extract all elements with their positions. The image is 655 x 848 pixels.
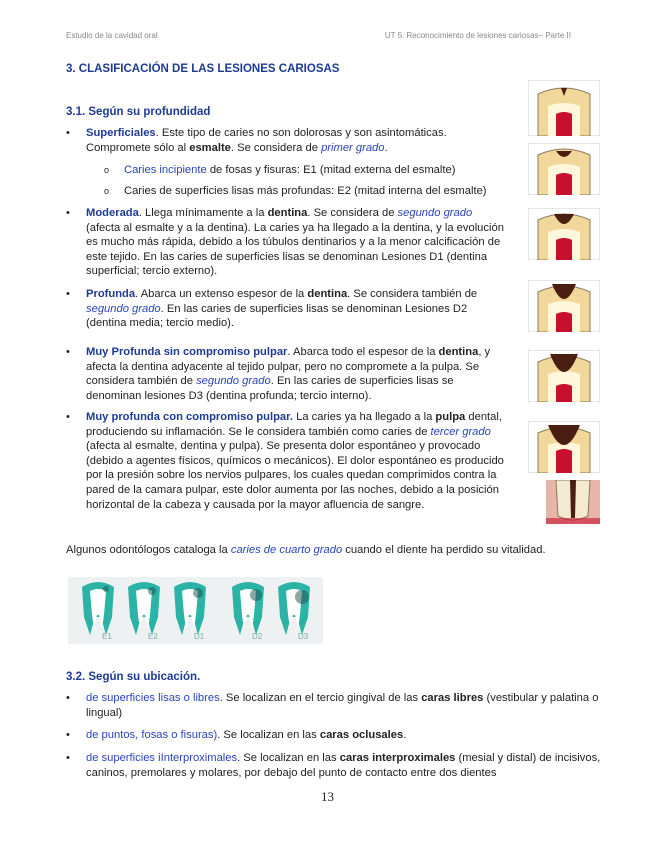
- term-dentina: dentina: [267, 207, 308, 219]
- cuarto-grado-text-2: cuando el diente ha perdido su vitalidad.: [342, 544, 546, 556]
- link-interproximales[interactable]: de superficies iInterproximales: [86, 752, 238, 764]
- link-tercer-grado[interactable]: tercer grado: [430, 425, 491, 438]
- strip-tooth: [128, 582, 160, 635]
- moderada-text-1: . Llega mínimamente a la: [138, 207, 268, 219]
- tooth-illustration-superficial-2: [528, 143, 600, 195]
- muy-profunda-con-text-1: La caries ya ha llegado a la: [292, 411, 436, 423]
- list-item-profunda: [66, 287, 506, 331]
- muy-profunda-con-text-2: dental, produciendo su inflamación. Se le considera también como caries de: [86, 411, 502, 438]
- circle-bullet: o: [104, 186, 110, 196]
- running-header-left: Estudio de la cavidad oral: [66, 31, 158, 40]
- caries-depth-strip-graphic: [68, 577, 323, 644]
- ubic3-text-1: . Se localizan en las: [237, 752, 340, 764]
- link-segundo-grado[interactable]: segundo grado: [196, 375, 271, 388]
- list-item-puntos-fosas: [66, 728, 606, 743]
- sub-item-incipiente-text: de fosas y fisuras: E1 (mitad externa del esmalte): [206, 164, 456, 176]
- ubic2-text-2: .: [403, 729, 407, 741]
- tooth-illustration-profunda: [528, 280, 600, 332]
- term-moderada: Moderada: [86, 207, 139, 219]
- bullet: •: [66, 346, 70, 358]
- tooth-illustration-muy-profunda-sin: [528, 350, 600, 402]
- superficiales-text-4: .: [384, 141, 388, 154]
- bullet: •: [66, 127, 70, 139]
- muy-profunda-con-text-3: (afecta al esmalte, dentina y pulpa). Se presenta dolor espontáneo y provocado (debido a agentes físicos, químicos o mecánicos). El dolor espontáneo es producido por la presión sobre los nervios pulpares, los cuales quedan comprimidos contra la pared de la camara pulpar, este dolor aumenta por las noches, debido a la posición horizontal de la cabeza y causada por la mayor afluencia de sangre.: [86, 440, 504, 511]
- superficiales-text-2: Compromete sólo al: [86, 141, 190, 154]
- circle-bullet: o: [104, 165, 110, 175]
- list-item-moderada: [66, 206, 506, 279]
- profunda-text-2: . Se considera también de: [347, 288, 478, 300]
- strip-label: E1: [102, 632, 112, 641]
- link-primer-grado[interactable]: primer grado: [321, 141, 385, 154]
- strip-label: D3: [298, 632, 309, 641]
- list-item-superficies-lisas: [66, 691, 606, 720]
- ubic3-text-2: (mesial y distal) de incisivos, caninos, premolares y molares, por debajo del punto de contacto entre dos dientes: [86, 752, 601, 779]
- term-caras-oclusales: caras oclusales: [319, 729, 404, 741]
- bullet: •: [66, 729, 70, 741]
- term-pulpa: pulpa: [435, 411, 466, 423]
- term-profunda: Profunda: [86, 288, 136, 300]
- strip-tooth: [278, 582, 310, 635]
- strip-tooth: [174, 582, 206, 635]
- link-segundo-grado[interactable]: segundo grado: [397, 207, 473, 219]
- bullet: •: [66, 207, 70, 219]
- profunda-text-3: . En las caries de superficies lisas se denominan Lesiones D2 (dentina media; tercio medio).: [86, 302, 468, 330]
- link-cuarto-grado[interactable]: caries de cuarto grado: [230, 544, 343, 556]
- running-header-right: UT 5. Reconocimiento de lesiones cariosas– Parte II: [384, 31, 571, 40]
- link-puntos-fosas[interactable]: de puntos, fosas o fisuras): [86, 729, 218, 741]
- term-caras-interproximales: caras interproximales: [339, 752, 456, 764]
- moderada-text-2: . Se considera de: [307, 207, 398, 219]
- moderada-text-3: (afecta al esmalte y a la dentina). La caries ya ha llegado a la dentina, y la evolución es mucho más rápida, debido a los túbulos dentinarios y a la menor calcificación de este tejido. En las caries de superficies lisas se denominan Lesiones D1 (dentina superficial; tercio externo).: [86, 221, 504, 278]
- link-caries-incipiente[interactable]: Caries incipiente: [124, 164, 207, 176]
- tooth-illustration-root: [546, 480, 600, 524]
- ubic1-text-2: (vestibular y palatina o lingual): [86, 692, 599, 719]
- tooth-illustration-superficial: [528, 80, 600, 136]
- subsection-title-location: 3.2. Según su ubicación.: [66, 671, 201, 683]
- link-superficies-lisas[interactable]: de superficies lisas o libres: [86, 692, 220, 704]
- muy-profunda-sin-text-1: . Abarca todo el espesor de la: [287, 346, 439, 358]
- strip-label: D2: [252, 632, 263, 641]
- sub-item-lisas-text: Caries de superficies lisas más profundas: E2 (mitad interna del esmalte): [124, 185, 487, 197]
- link-segundo-grado[interactable]: segundo grado: [86, 302, 161, 315]
- superficiales-text-3: . Se considera de: [230, 141, 322, 154]
- page-number: 13: [321, 789, 334, 804]
- term-superficiales: Superficiales: [86, 127, 156, 139]
- bullet: •: [66, 692, 70, 704]
- strip-tooth: [82, 582, 114, 635]
- strip-label: D1: [194, 632, 205, 641]
- term-dentina: dentina: [307, 288, 348, 300]
- muy-profunda-sin-text-3: . En las caries de superficies lisas se denominan lesiones D3 (dentina profunda; tercio interno).: [86, 375, 454, 402]
- term-muy-profunda-sin: Muy Profunda sin compromiso pulpar: [86, 346, 288, 358]
- term-muy-profunda-con: Muy profunda con compromiso pulpar.: [86, 411, 293, 423]
- paragraph-cuarto-grado: [66, 543, 606, 558]
- subsection-title-depth: 3.1. Según su profundidad: [66, 106, 211, 118]
- cuarto-grado-text-1: Algunos odontólogos cataloga la: [66, 544, 231, 556]
- profunda-text-1: . Abarca un extenso espesor de la: [135, 288, 308, 300]
- term-caras-libres: caras libres: [421, 692, 484, 704]
- sub-item-lisas: [104, 184, 514, 199]
- bullet: •: [66, 411, 70, 423]
- list-item-muy-profunda-con: [66, 410, 506, 512]
- tooth-illustration-muy-profunda-con: [528, 421, 600, 473]
- ubic2-text-1: . Se localizan en las: [217, 729, 320, 741]
- tooth-illustration-moderada: [528, 208, 600, 260]
- section-title: 3. CLASIFICACIÓN DE LAS LESIONES CARIOSAS: [66, 63, 340, 75]
- caries-depth-strip: [68, 577, 323, 644]
- list-item-muy-profunda-sin: [66, 345, 506, 403]
- sub-item-incipiente: [104, 163, 514, 178]
- list-item-interproximales: [66, 751, 606, 780]
- strip-label: E2: [148, 632, 158, 641]
- ubic1-text-1: . Se localizan en el tercio gingival de las: [219, 692, 422, 704]
- term-dentina: dentina: [438, 346, 479, 358]
- muy-profunda-sin-text-2: , y afecta la dentina adyacente al tejido pulpar, pero no compromete a la pulpa. Se considera también de: [86, 346, 491, 388]
- bullet: •: [66, 752, 70, 764]
- bullet: •: [66, 288, 70, 300]
- strip-tooth: [232, 582, 264, 635]
- superficiales-text-1: . Este tipo de caries no son dolorosas y son asintomáticas.: [155, 127, 447, 139]
- term-esmalte: esmalte: [189, 141, 231, 154]
- list-item-superficiales: [66, 126, 506, 155]
